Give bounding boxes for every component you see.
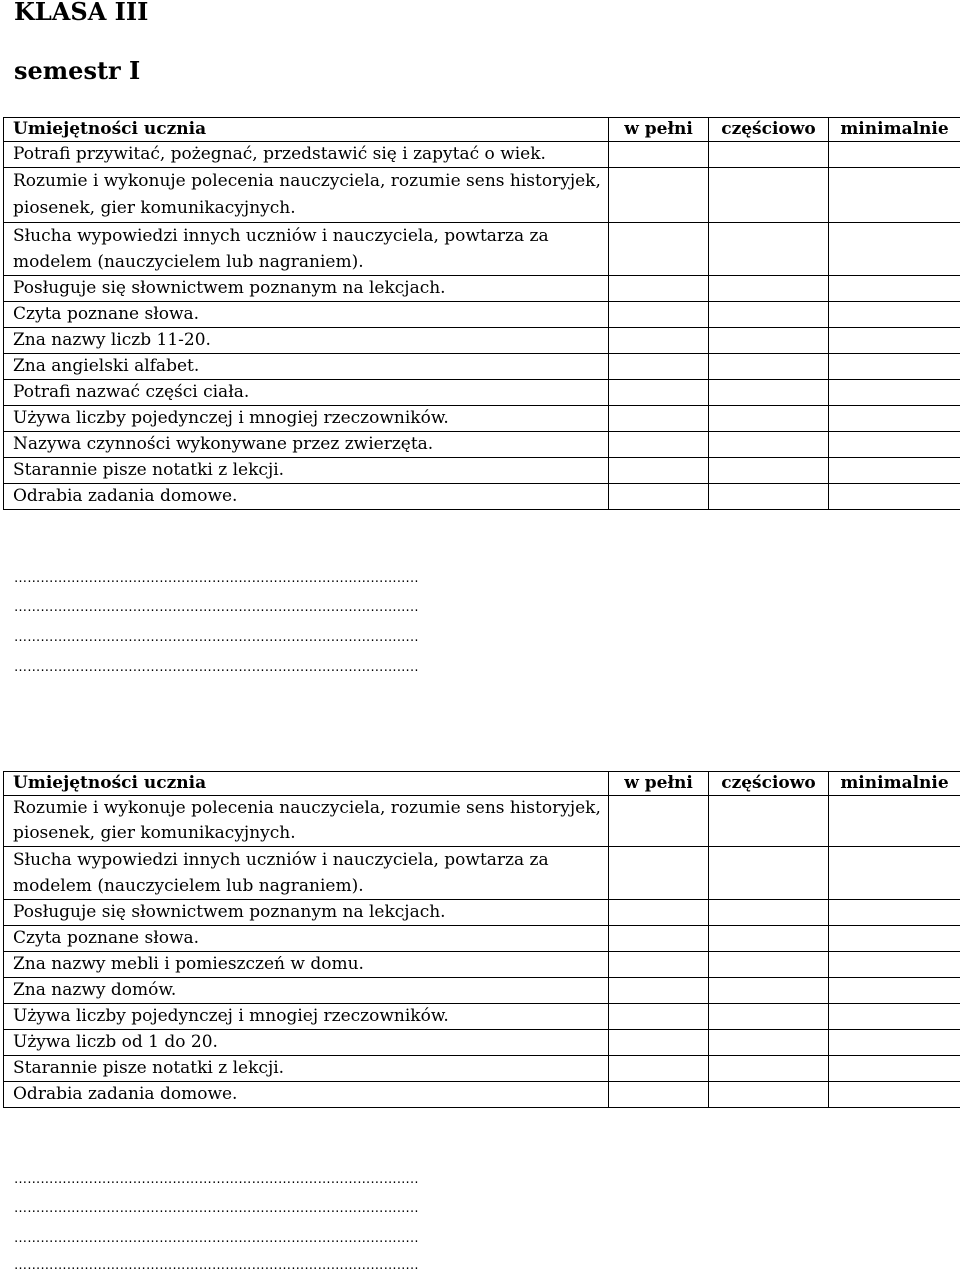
rating-cell-partial[interactable] bbox=[709, 168, 829, 223]
rating-cell-full[interactable] bbox=[609, 952, 709, 978]
rating-cell-minimal[interactable] bbox=[829, 847, 960, 900]
rating-cell-minimal[interactable] bbox=[829, 484, 960, 510]
table-row bbox=[4, 354, 960, 380]
rating-cell-minimal[interactable] bbox=[829, 302, 960, 328]
rating-cell-partial[interactable] bbox=[709, 796, 829, 847]
semester-title: semestr I bbox=[14, 56, 141, 85]
rating-cell-full[interactable] bbox=[609, 1082, 709, 1108]
rating-cell-partial[interactable] bbox=[709, 406, 829, 432]
skill-cell: Posługuje się słownictwem poznanym na lekcjach. bbox=[4, 900, 609, 926]
skill-cell: Nazywa czynności wykonywane przez zwierzęta. bbox=[4, 432, 609, 458]
skill-cell: Starannie pisze notatki z lekcji. bbox=[4, 1056, 609, 1082]
rating-cell-partial[interactable] bbox=[709, 328, 829, 354]
rating-cell-partial[interactable] bbox=[709, 223, 829, 276]
table-header-row bbox=[4, 118, 960, 142]
rating-cell-full[interactable] bbox=[609, 1056, 709, 1082]
table-row bbox=[4, 484, 960, 510]
rating-cell-full[interactable] bbox=[609, 1030, 709, 1056]
dotted-line: ……………………………………………………………………………….. bbox=[14, 600, 419, 615]
skill-cell: Rozumie i wykonuje polecenia nauczyciela, rozumie sens historyjek, piosenek, gier komunikacyjnych. bbox=[4, 168, 609, 223]
dotted-line: ……………………………………………………………………………….. bbox=[14, 1258, 419, 1273]
skill-cell: Zna nazwy liczb 11-20. bbox=[4, 328, 609, 354]
skill-cell: Zna nazwy mebli i pomieszczeń w domu. bbox=[4, 952, 609, 978]
rating-cell-full[interactable] bbox=[609, 276, 709, 302]
table-row bbox=[4, 223, 960, 276]
table-row bbox=[4, 276, 960, 302]
table-row bbox=[4, 1082, 960, 1108]
rating-cell-minimal[interactable] bbox=[829, 978, 960, 1004]
rating-cell-full[interactable] bbox=[609, 380, 709, 406]
rating-cell-partial[interactable] bbox=[709, 1082, 829, 1108]
rating-cell-partial[interactable] bbox=[709, 432, 829, 458]
skill-cell: Posługuje się słownictwem poznanym na lekcjach. bbox=[4, 276, 609, 302]
header-skill: Umiejętności ucznia bbox=[4, 772, 609, 796]
skill-cell: Starannie pisze notatki z lekcji. bbox=[4, 458, 609, 484]
rating-cell-partial[interactable] bbox=[709, 302, 829, 328]
header-full: w pełni bbox=[609, 772, 709, 796]
rating-cell-minimal[interactable] bbox=[829, 354, 960, 380]
skill-cell: Czyta poznane słowa. bbox=[4, 302, 609, 328]
class-title: KLASA III bbox=[14, 0, 149, 26]
skill-cell: Zna nazwy domów. bbox=[4, 978, 609, 1004]
table-row bbox=[4, 1056, 960, 1082]
rating-cell-minimal[interactable] bbox=[829, 926, 960, 952]
table-row bbox=[4, 926, 960, 952]
rating-cell-minimal[interactable] bbox=[829, 406, 960, 432]
table-row bbox=[4, 847, 960, 900]
rating-cell-full[interactable] bbox=[609, 900, 709, 926]
table-row bbox=[4, 978, 960, 1004]
rating-cell-partial[interactable] bbox=[709, 900, 829, 926]
rating-cell-partial[interactable] bbox=[709, 380, 829, 406]
rating-cell-partial[interactable] bbox=[709, 978, 829, 1004]
table-row bbox=[4, 142, 960, 168]
rating-cell-partial[interactable] bbox=[709, 1004, 829, 1030]
skill-cell: Czyta poznane słowa. bbox=[4, 926, 609, 952]
rating-cell-minimal[interactable] bbox=[829, 458, 960, 484]
rating-cell-full[interactable] bbox=[609, 142, 709, 168]
rating-cell-full[interactable] bbox=[609, 796, 709, 847]
rating-cell-minimal[interactable] bbox=[829, 1030, 960, 1056]
rating-cell-full[interactable] bbox=[609, 484, 709, 510]
rating-cell-partial[interactable] bbox=[709, 484, 829, 510]
rating-cell-partial[interactable] bbox=[709, 847, 829, 900]
table-row bbox=[4, 1004, 960, 1030]
rating-cell-minimal[interactable] bbox=[829, 1082, 960, 1108]
rating-cell-full[interactable] bbox=[609, 354, 709, 380]
skill-cell: Odrabia zadania domowe. bbox=[4, 484, 609, 510]
skill-cell: Odrabia zadania domowe. bbox=[4, 1082, 609, 1108]
rating-cell-minimal[interactable] bbox=[829, 328, 960, 354]
rating-cell-full[interactable] bbox=[609, 168, 709, 223]
table-header-row bbox=[4, 772, 960, 796]
skills-table-2 bbox=[3, 771, 960, 1108]
dotted-line: ……………………………………………………………………………….. bbox=[14, 1231, 419, 1246]
header-skill: Umiejętności ucznia bbox=[4, 118, 609, 142]
table-row bbox=[4, 406, 960, 432]
rating-cell-minimal[interactable] bbox=[829, 223, 960, 276]
rating-cell-partial[interactable] bbox=[709, 1030, 829, 1056]
table-row bbox=[4, 952, 960, 978]
rating-cell-full[interactable] bbox=[609, 302, 709, 328]
table-row bbox=[4, 328, 960, 354]
rating-cell-minimal[interactable] bbox=[829, 168, 960, 223]
rating-cell-full[interactable] bbox=[609, 1004, 709, 1030]
rating-cell-minimal[interactable] bbox=[829, 432, 960, 458]
skill-cell: Potrafi przywitać, pożegnać, przedstawić się i zapytać o wiek. bbox=[4, 142, 609, 168]
skills-table-1 bbox=[3, 117, 960, 510]
rating-cell-minimal[interactable] bbox=[829, 900, 960, 926]
rating-cell-partial[interactable] bbox=[709, 142, 829, 168]
table-row bbox=[4, 380, 960, 406]
rating-cell-partial[interactable] bbox=[709, 458, 829, 484]
rating-cell-minimal[interactable] bbox=[829, 276, 960, 302]
header-full: w pełni bbox=[609, 118, 709, 142]
rating-cell-partial[interactable] bbox=[709, 354, 829, 380]
rating-cell-full[interactable] bbox=[609, 458, 709, 484]
skill-cell: Słucha wypowiedzi innych uczniów i nauczyciela, powtarza za modelem (nauczycielem lub nagraniem). bbox=[4, 847, 609, 900]
table-row bbox=[4, 458, 960, 484]
header-partial: częściowo bbox=[709, 772, 829, 796]
header-minimal: minimalnie bbox=[829, 118, 960, 142]
rating-cell-partial[interactable] bbox=[709, 926, 829, 952]
rating-cell-full[interactable] bbox=[609, 926, 709, 952]
rating-cell-minimal[interactable] bbox=[829, 1004, 960, 1030]
rating-cell-full[interactable] bbox=[609, 978, 709, 1004]
rating-cell-full[interactable] bbox=[609, 223, 709, 276]
skill-cell: Używa liczby pojedynczej i mnogiej rzeczowników. bbox=[4, 406, 609, 432]
skill-cell: Zna angielski alfabet. bbox=[4, 354, 609, 380]
rating-cell-minimal[interactable] bbox=[829, 380, 960, 406]
rating-cell-minimal[interactable] bbox=[829, 952, 960, 978]
header-minimal: minimalnie bbox=[829, 772, 960, 796]
dotted-line: ……………………………………………………………………………….. bbox=[14, 1172, 419, 1187]
skill-cell: Potrafi nazwać części ciała. bbox=[4, 380, 609, 406]
skill-cell: Używa liczb od 1 do 20. bbox=[4, 1030, 609, 1056]
rating-cell-partial[interactable] bbox=[709, 1056, 829, 1082]
table-row bbox=[4, 1030, 960, 1056]
rating-cell-full[interactable] bbox=[609, 406, 709, 432]
skill-cell: Używa liczby pojedynczej i mnogiej rzeczowników. bbox=[4, 1004, 609, 1030]
table-row bbox=[4, 432, 960, 458]
rating-cell-full[interactable] bbox=[609, 847, 709, 900]
dotted-line: ……………………………………………………………………………….. bbox=[14, 630, 419, 645]
rating-cell-full[interactable] bbox=[609, 432, 709, 458]
rating-cell-minimal[interactable] bbox=[829, 142, 960, 168]
dotted-line: ……………………………………………………………………………….. bbox=[14, 1201, 419, 1216]
rating-cell-minimal[interactable] bbox=[829, 1056, 960, 1082]
rating-cell-minimal[interactable] bbox=[829, 796, 960, 847]
rating-cell-partial[interactable] bbox=[709, 952, 829, 978]
table-row bbox=[4, 302, 960, 328]
table-row bbox=[4, 900, 960, 926]
rating-cell-full[interactable] bbox=[609, 328, 709, 354]
skill-cell: Rozumie i wykonuje polecenia nauczyciela, rozumie sens historyjek, piosenek, gier komunikacyjnych. bbox=[4, 796, 609, 847]
header-partial: częściowo bbox=[709, 118, 829, 142]
rating-cell-partial[interactable] bbox=[709, 276, 829, 302]
table-row bbox=[4, 796, 960, 847]
skill-cell: Słucha wypowiedzi innych uczniów i nauczyciela, powtarza za modelem (nauczycielem lub nagraniem). bbox=[4, 223, 609, 276]
table-row bbox=[4, 168, 960, 223]
dotted-line: ……………………………………………………………………………….. bbox=[14, 660, 419, 675]
dotted-line: ……………………………………………………………………………….. bbox=[14, 571, 419, 586]
